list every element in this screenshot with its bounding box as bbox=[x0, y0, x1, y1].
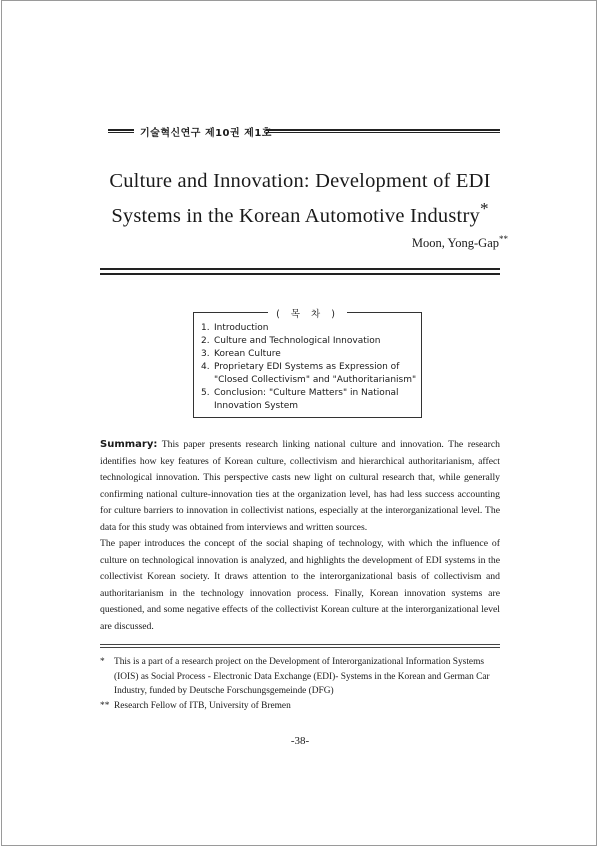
toc-item-text: Conclusion: "Culture Matters" in National Innovation System bbox=[214, 388, 399, 411]
footnote-text: This is a part of a research project on the Development of Interorganizational Information Systems (IOIS) as Social Process - Electronic Data Exchange (EDI)- Systems in the Korean and German Car Industry, funded by Deutsche Forschungsgemeinde (DFG) bbox=[114, 657, 490, 696]
toc-item-number: 3. bbox=[201, 349, 210, 359]
toc-item bbox=[201, 322, 417, 335]
toc-item-number: 1. bbox=[201, 323, 210, 333]
footnote-mark: ** bbox=[100, 700, 110, 711]
toc-item-number: 4. bbox=[201, 362, 210, 372]
toc-item bbox=[201, 335, 417, 348]
journal-name: 기술혁신연구 제10권 제1호 bbox=[140, 128, 272, 139]
summary-label: Summary: bbox=[100, 439, 158, 450]
toc-item-number: 5. bbox=[201, 388, 210, 398]
paper-title bbox=[60, 168, 540, 230]
title-line-1: Culture and Innovation: Development of EDI bbox=[109, 170, 491, 192]
footnote-divider-bottom bbox=[100, 647, 500, 648]
toc-item-number: 2. bbox=[201, 336, 210, 346]
header-rule-left bbox=[108, 129, 134, 133]
title-divider-top bbox=[100, 268, 500, 270]
author-footnote-mark: ** bbox=[499, 234, 508, 244]
toc-item bbox=[201, 361, 417, 387]
toc-heading: ( 목 차 ) bbox=[268, 309, 347, 320]
toc-item bbox=[201, 387, 417, 413]
toc-item-text: Culture and Technological Innovation bbox=[214, 336, 381, 346]
title-line-2: Systems in the Korean Automotive Industry bbox=[111, 204, 480, 227]
author-name: Moon, Yong-Gap bbox=[411, 236, 499, 251]
title-divider-bottom bbox=[100, 273, 500, 275]
table-of-contents bbox=[193, 309, 422, 418]
summary bbox=[100, 437, 500, 635]
author bbox=[412, 234, 508, 251]
summary-paragraph-2: The paper introduces the concept of the social shaping of technology, with which the influence of culture on technological innovation is analyzed, and highlights the development of EDI systems in the collectivist Korean society. It draws attention to the interorganizational basis of collectivism and authoritarianism in the technology innovation process. Finally, Korean innovation systems are questioned, and some negative effects of the collectivist Korean culture at the interorganizational level are discussed. bbox=[100, 538, 500, 632]
footnote-text: Research Fellow of ITB, University of Bremen bbox=[114, 700, 291, 711]
summary-text-1: This paper presents research linking national culture and innovation. The research identifies how key features of Korean culture, collectivism and hierarchical authoritarianism, affect technological innovation. This perspective casts new light on cultural research that, while generally confirming national culture-innovation ties at the organization level, has had less success accounting for culture barriers to innovation in collectivist nations, especially at the interorganizational level. The data for this study was obtained from interviews and written sources. bbox=[100, 439, 500, 533]
toc-item-text: Korean Culture bbox=[214, 349, 281, 359]
summary-paragraph-1 bbox=[100, 437, 500, 536]
toc-list bbox=[201, 322, 417, 413]
toc-item-text: Proprietary EDI Systems as Expression of "Closed Collectivism" and "Authoritarianism" bbox=[214, 362, 417, 385]
title-footnote-mark: * bbox=[479, 199, 489, 218]
footnote bbox=[100, 655, 500, 699]
footnotes bbox=[100, 655, 500, 713]
footnote bbox=[100, 699, 500, 714]
journal-header bbox=[108, 124, 500, 140]
toc-item bbox=[201, 348, 417, 361]
footnote-mark: * bbox=[100, 657, 105, 667]
header-rule-right bbox=[266, 129, 500, 133]
page-number: -38- bbox=[290, 735, 310, 747]
toc-item-text: Introduction bbox=[214, 323, 269, 333]
footnote-divider-top bbox=[100, 644, 500, 645]
